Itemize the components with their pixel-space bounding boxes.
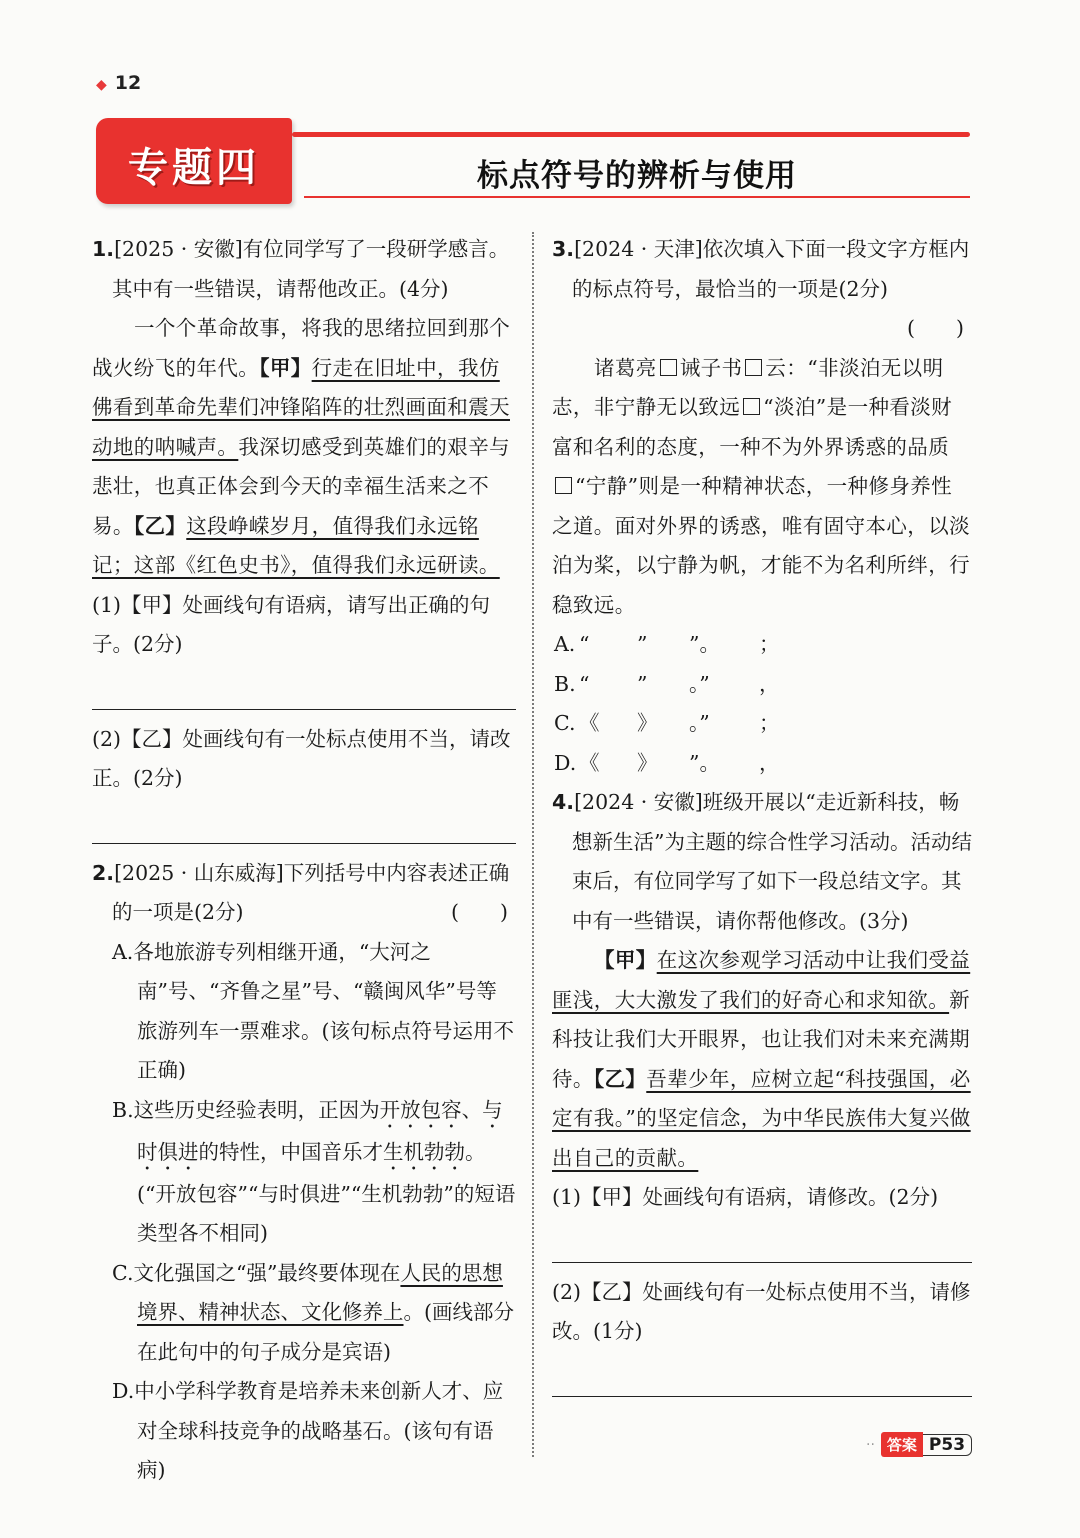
answer-line-1-2[interactable] (92, 799, 516, 844)
question-3-stem: 3.[2024 · 天津]依次填入下面一段文字方框内的标点符号，最恰当的一项是(2分) (552, 237, 970, 301)
header-rule-top (292, 132, 970, 137)
option-2-b[interactable]: B.这些历史经验表明，正因为开放包容、与时俱进的特性，中国音乐才生机勃勃。(“开放包容”“与时俱进”“生机勃勃”的短语类型各不相同) (112, 1097, 516, 1245)
option-2-d[interactable]: D.中小学科学教育是培养未来创新人才、应对全球科技竞争的战略基石。(该句有语病) (112, 1379, 504, 1482)
blank-box (743, 398, 760, 415)
option-2-c[interactable]: C.文化强国之“强”最终要体现在人民的思想境界、精神状态、文化修养上。(画线部分在此句中的句子成分是宾语) (112, 1260, 514, 1364)
right-column (552, 230, 972, 1407)
option-3-a[interactable]: A. “ ” ”。 ； (554, 632, 780, 656)
blank-box (660, 359, 677, 376)
blank-box (745, 359, 762, 376)
answer-page-tag (866, 1432, 972, 1457)
dots-icon: ·· (866, 1436, 875, 1453)
question-4-passage: 【甲】在这次参观学习活动中让我们受益匪浅，大大激发了我们的好奇心和求知欲。新科技让我们大开眼界，也让我们对未来充满期待。【乙】吾辈少年，应树立起“科技强国，必定有我。”的坚定信念，为中华民族伟大复兴做出自己的贡献。 (552, 948, 971, 1170)
answer-line-4-2[interactable] (552, 1352, 972, 1397)
question-1-sub-1: (1)【甲】处画线句有语病，请写出正确的句子。(2分) (92, 592, 491, 656)
option-2-a[interactable]: A.各地旅游专列相继开通，“大河之南”号、“齐鲁之星”号、“赣闽风华”号等旅游列车一票难求。(该句标点符号运用不正确) (112, 939, 514, 1082)
answer-label: 答案 (881, 1432, 923, 1457)
option-3-c[interactable]: C. 《 》 。” ； (554, 711, 780, 735)
option-3-d[interactable]: D. 《 》 ”。 ， (554, 750, 780, 775)
answer-bracket-2[interactable]: ( ) (451, 900, 508, 924)
question-4-sub-2: (2)【乙】处画线句有一处标点使用不当，请修改。(1分) (552, 1279, 971, 1343)
column-divider (532, 232, 534, 1457)
blank-box (555, 477, 572, 494)
underlined-sentence-jia: 行走在旧址中，我仿佛看到革命先辈们冲锋陷阵的壮烈画面和震天动地的呐喊声。 (92, 355, 510, 459)
question-4-stem: 4.[2024 · 安徽]班级开展以“走近新科技，畅想新生活”为主题的综合性学习活动。活动结束后，有位同学写了如下一段总结文字。其中有一些错误，请你帮他修改。(3分) (552, 790, 972, 933)
question-1-passage: 一个个革命故事，将我的思绪拉回到那个战火纷飞的年代。【甲】行走在旧址中，我仿佛看到革命先辈们冲锋陷阵的壮烈画面和震天动地的呐喊声。我深切感受到英雄们的艰辛与悲壮，也真正体会到今天的幸福生活来之不易。【乙】这段峥嵘岁月，值得我们永远铭记；这部《红色史书》，值得我们永远研读。 (92, 316, 511, 577)
underlined-sentence-yi: 这段峥嵘岁月，值得我们永远铭记；这部《红色史书》，值得我们永远研读。 (92, 513, 500, 577)
question-3-passage: 诸葛亮 诫子书 云：“非淡泊无以明志，非宁静无以致远 “淡泊”是一种看淡财富和名利的态度，一种不为外界诱惑的品质“宁静”则是一种精神状态，一种修身养性之道。面对外界的诱惑，唯有固守本心，以淡泊为桨，以宁静为帆，才能不为名利所绊，行稳致远。 (552, 355, 970, 617)
answer-page: P53 (923, 1434, 972, 1456)
question-1-stem: 1.[2025 · 安徽]有位同学写了一段研学感言。其中有一些错误，请帮他改正。(4分) (92, 237, 510, 301)
underlined-sentence-jia: 在这次参观学习活动中让我们受益匪浅，大大激发了我们的好奇心和求知欲。 (552, 948, 971, 1012)
diamond-icon: ◆ (96, 77, 107, 93)
topic-label-box (96, 118, 292, 204)
underlined-sentence-yi: 吾辈少年，应树立起“科技强国，必定有我。”的坚定信念，为中华民族伟大复兴做出自己的贡献。 (552, 1066, 971, 1170)
question-4-sub-1: (1)【甲】处画线句有语病，请修改。(2分) (552, 1185, 939, 1209)
option-3-b[interactable]: B. “ ” 。” ， (554, 671, 780, 696)
question-1-sub-2: (2)【乙】处画线句有一处标点使用不当，请改正。(2分) (92, 726, 511, 790)
question-2-stem: 2.[2025 · 山东威海]下列括号中内容表述正确的一项是(2分) (92, 860, 510, 924)
answer-line-1-1[interactable] (92, 665, 516, 710)
answer-bracket-3[interactable]: ( ) (907, 316, 964, 340)
page-number: ◆ 12 (96, 72, 142, 94)
topic-title: 标点符号的辨析与使用 (477, 158, 797, 194)
left-column (92, 230, 516, 1491)
answer-line-4-1[interactable] (552, 1218, 972, 1263)
topic-label: 专题四 (128, 145, 260, 191)
header-rule-bottom (304, 196, 970, 198)
